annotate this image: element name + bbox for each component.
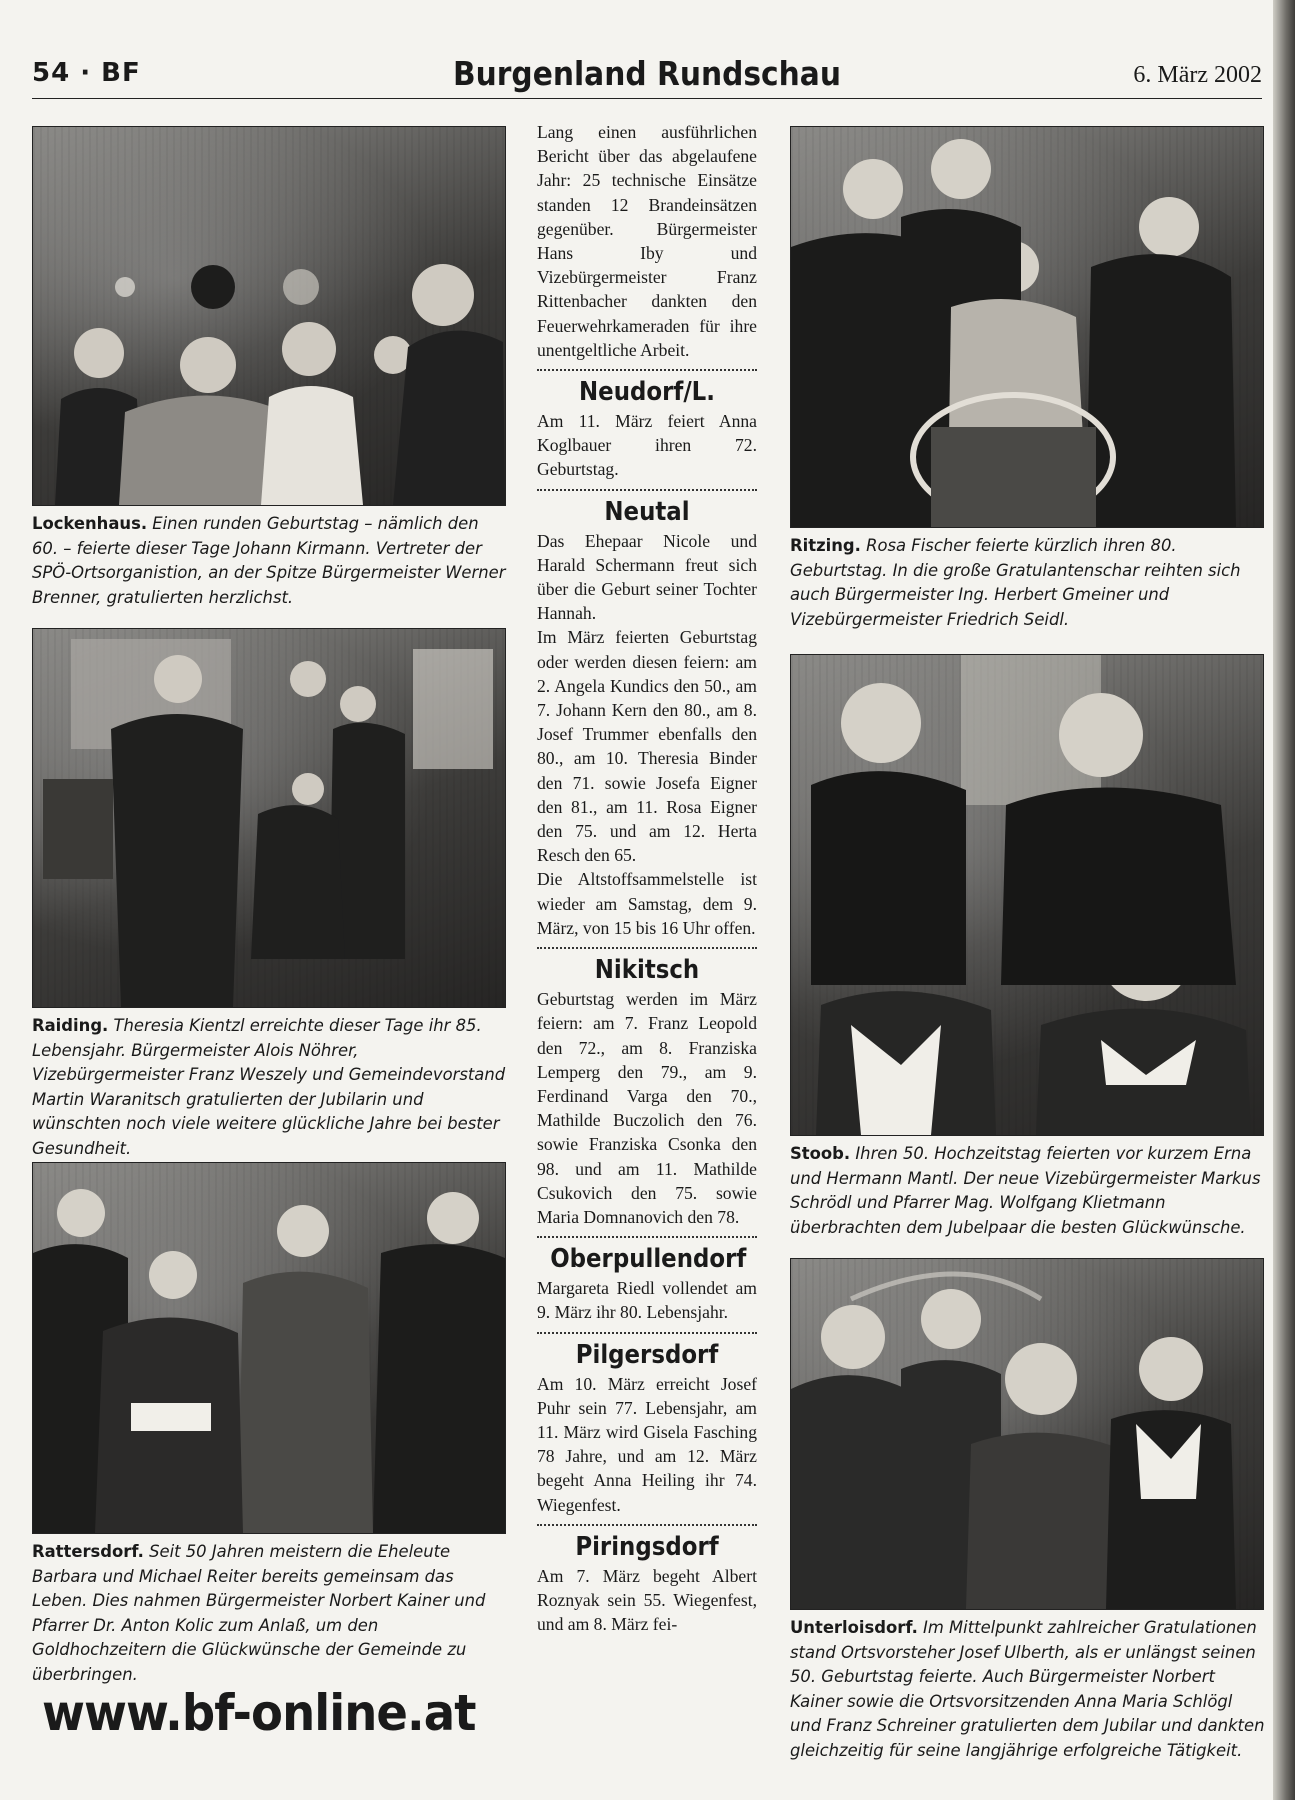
caption-ritzing	[790, 534, 1265, 632]
section-title-neudorf: Neudorf/L.	[579, 377, 715, 408]
issue-date: 6. März 2002	[1133, 62, 1262, 88]
newspaper-title: Burgenland Rundschau	[453, 54, 841, 93]
section-divider	[537, 489, 757, 491]
caption-place: Ritzing.	[790, 536, 861, 555]
page-number: 54 · BF	[32, 58, 141, 88]
caption-text: Einen runden Geburtstag – nämlich den 60. – feierte dieser Tage Johann Kirmann. Vertreter der SPÖ-Ortsorganistion, an der Spitze Bürgermeister Werner Brenner, gratulierten herzlichst.	[32, 514, 506, 607]
caption-unterloisdorf	[790, 1616, 1265, 1763]
caption-text: Rosa Fischer feierte kürzlich ihren 80. Geburtstag. In die große Gratulantenschar reihten sich auch Bürgermeister Ing. Herbert Gmeiner und Vizebürgermeister Friedrich Seidl.	[790, 536, 1241, 629]
caption-place: Stoob.	[790, 1144, 851, 1163]
section-text-neutal-birthdays: Im März feierten Geburtstag oder werden diesen feiern: am 2. Angela Kundics den 50., am 7. Johann Kern den 80., am 8. Josef Trummer ebenfalls den 80., am 10. Theresia Binder den 71. sowie Josefa Eigner den 81., am 11. Rosa Eigner den 75. und am 12. Herta Resch den 65.	[537, 627, 757, 866]
caption-raiding	[32, 1014, 507, 1161]
caption-lockenhaus	[32, 512, 507, 610]
section-text-neutal-birth: Das Ehepaar Nicole und Harald Schermann freut sich über die Geburt seiner Tochter Hannah.	[537, 530, 757, 624]
news-column	[537, 120, 757, 1636]
section-divider	[537, 369, 757, 371]
section-divider	[537, 1332, 757, 1334]
caption-stoob	[790, 1142, 1265, 1240]
section-text-neudorf: Am 11. März feiert Anna Koglbauer ihren 72. Geburtstag.	[537, 411, 757, 480]
caption-place: Rattersdorf.	[32, 1542, 144, 1561]
scan-edge-shadow	[1273, 0, 1295, 1800]
photo-stoob	[790, 654, 1264, 1136]
section-title-pilgersdorf: Pilgersdorf	[575, 1339, 719, 1370]
website-link[interactable]: www.bf-online.at	[42, 1684, 476, 1742]
caption-text: Im Mittelpunkt zahlreicher Gratulationen stand Ortsvorsteher Josef Ulberth, als er unlängst seinen 50. Geburtstag feierte. Auch Bürgermeister Norbert Kainer sowie die Ortsvorsitzenden Anna Maria Schlögl und Franz Schreiner gratulierten dem Jubilar und dankten gleichzeitig für seine langjährige erfolgreiche Tätigkeit.	[790, 1618, 1265, 1760]
caption-place: Unterloisdorf.	[790, 1618, 918, 1637]
section-text-nikitsch: Geburtstag werden im März feiern: am 7. Franz Leopold den 72., am 8. Franziska Lemperg den 79., am 9. Ferdinand Varga den 70., Mathilde Buczolich den 76. sowie Franziska Csonka den 98. und am 11. Mathilde Csukovich den 75. sowie Maria Domnanovich den 78.	[537, 989, 757, 1227]
section-divider	[537, 1524, 757, 1526]
photo-rattersdorf	[32, 1162, 506, 1534]
section-title-oberpullendorf: Oberpullendorf	[550, 1244, 747, 1275]
section-text-pilgersdorf: Am 10. März erreicht Josef Puhr sein 77. Lebensjahr, am 11. März wird Gisela Fasching 78 Jahre, und am 12. März begeht Anna Heiling ihr 74. Wiegenfest.	[537, 1373, 757, 1515]
section-title-piringsdorf: Piringsdorf	[575, 1531, 719, 1562]
section-title-neutal: Neutal	[604, 496, 690, 527]
section-title-nikitsch: Nikitsch	[594, 955, 700, 986]
caption-place: Lockenhaus.	[32, 514, 148, 533]
section-divider	[537, 1236, 757, 1238]
caption-text: Seit 50 Jahren meistern die Eheleute Barbara und Michael Reiter bereits gemeinsam das Leben. Dies nahmen Bürgermeister Norbert Kainer und Pfarrer Dr. Anton Kolic zum Anlaß, um den Goldhochzeitern die Glückwünsche der Gemeinde zu überbringen.	[32, 1542, 486, 1684]
photo-unterloisdorf	[790, 1258, 1264, 1610]
caption-rattersdorf	[32, 1540, 507, 1687]
intro-paragraph: Lang einen ausführlichen Bericht über das abgelaufene Jahr: 25 technische Einsätze standen 12 Brandeinsätzen gegenüber. Bürgermeister Hans Iby und Vizebürgermeister Franz Rittenbacher dankten den Feuerwehrkameraden für ihre unentgeltliche Arbeit.	[537, 122, 757, 360]
section-text-neutal-collection: Die Altstoffsammelstelle ist wieder am Samstag, dem 9. März, von 15 bis 16 Uhr offen.	[537, 869, 757, 938]
caption-text: Ihren 50. Hochzeitstag feierten vor kurzem Erna und Hermann Mantl. Der neue Vizebürgermeister Markus Schrödl und Pfarrer Mag. Wolfgang Klietmann überbrachten dem Jubelpaar die besten Glückwünsche.	[790, 1144, 1261, 1237]
caption-place: Raiding.	[32, 1016, 109, 1035]
photo-ritzing	[790, 126, 1264, 528]
section-text-oberpullendorf: Margareta Riedl vollendet am 9. März ihr 80. Lebensjahr.	[537, 1278, 757, 1323]
photo-lockenhaus	[32, 126, 506, 506]
photo-raiding	[32, 628, 506, 1008]
caption-text: Theresia Kientzl erreichte dieser Tage ihr 85. Lebensjahr. Bürgermeister Alois Nöhrer, Vizebürgermeister Franz Weszely und Gemeindevorstand Martin Waranitsch gratulierten der Jubilarin und wünschten noch viele weitere glückliche Jahre bei bester Gesundheit.	[32, 1016, 506, 1158]
page-header	[32, 52, 1262, 99]
section-text-piringsdorf: Am 7. März begeht Albert Roznyak sein 55. Wiegenfest, und am 8. März fei-	[537, 1565, 757, 1635]
section-divider	[537, 947, 757, 949]
